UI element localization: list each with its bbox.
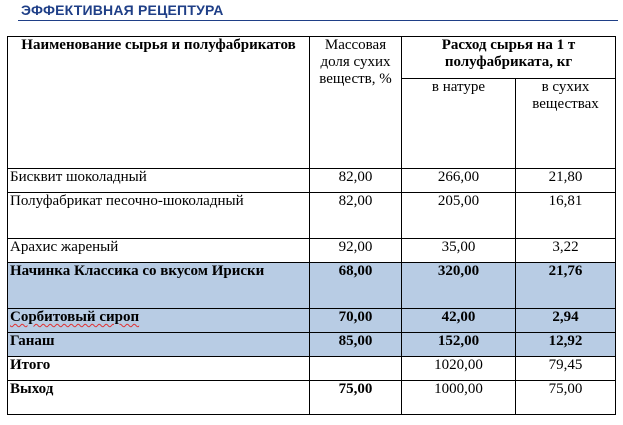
row-mass: 92,00 (310, 239, 402, 263)
row-dry: 21,76 (516, 263, 616, 309)
table-row-total (8, 357, 616, 381)
row-mass (310, 357, 402, 381)
row-dry: 21,80 (516, 169, 616, 193)
document-title: ЭФФЕКТИВНАЯ РЕЦЕПТУРА (21, 2, 224, 18)
table-header-row (8, 37, 616, 79)
column-header-name: Наименование сырья и полуфабрикатов (8, 37, 310, 169)
row-dry: 12,92 (516, 333, 616, 357)
column-header-mass: Массовая доля сухих веществ, % (310, 37, 402, 169)
row-name: Арахис жареный (8, 239, 310, 263)
row-natural: 42,00 (402, 309, 516, 333)
row-mass: 68,00 (310, 263, 402, 309)
row-natural: 1000,00 (402, 381, 516, 415)
recipe-table (7, 36, 616, 415)
table-row (8, 193, 616, 239)
row-name: Выход (8, 381, 310, 415)
column-header-natural: в натуре (402, 79, 516, 169)
column-header-dry: в сухих веществах (516, 79, 616, 169)
row-name: Начинка Классика со вкусом Ириски (8, 263, 310, 309)
table-row (8, 239, 616, 263)
row-mass: 82,00 (310, 169, 402, 193)
row-natural: 320,00 (402, 263, 516, 309)
row-natural: 152,00 (402, 333, 516, 357)
row-mass: 70,00 (310, 309, 402, 333)
row-name: Полуфабрикат песочно-шоколадный (8, 193, 310, 239)
table-row-highlighted (8, 333, 616, 357)
table-row-highlighted (8, 309, 616, 333)
row-name: Бисквит шоколадный (8, 169, 310, 193)
row-mass: 75,00 (310, 381, 402, 415)
table-row-highlighted (8, 263, 616, 309)
row-dry: 3,22 (516, 239, 616, 263)
row-name: Ганаш (8, 333, 310, 357)
table-row-output (8, 381, 616, 415)
row-dry: 16,81 (516, 193, 616, 239)
column-header-consumption: Расход сырья на 1 т полуфабриката, кг (402, 37, 616, 79)
row-natural: 35,00 (402, 239, 516, 263)
row-natural: 205,00 (402, 193, 516, 239)
row-natural: 1020,00 (402, 357, 516, 381)
row-dry: 75,00 (516, 381, 616, 415)
row-natural: 266,00 (402, 169, 516, 193)
row-name: Итого (8, 357, 310, 381)
row-dry: 79,45 (516, 357, 616, 381)
spellcheck-underline: Сорбитовый сироп (10, 309, 140, 325)
table-row (8, 169, 616, 193)
row-mass: 85,00 (310, 333, 402, 357)
title-underline (18, 20, 618, 21)
row-dry: 2,94 (516, 309, 616, 333)
row-mass: 82,00 (310, 193, 402, 239)
row-name (8, 309, 310, 333)
